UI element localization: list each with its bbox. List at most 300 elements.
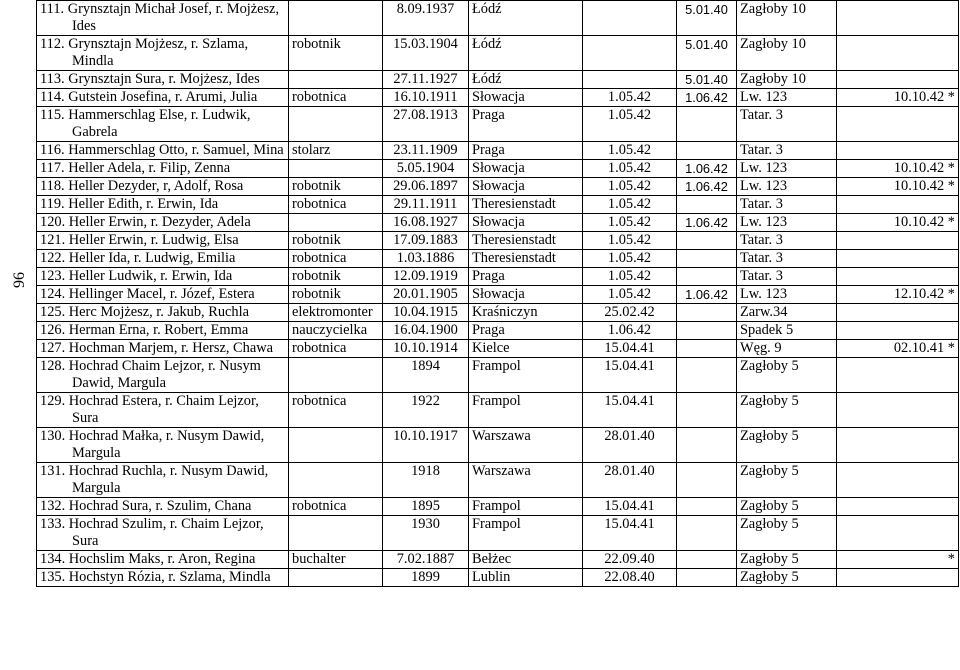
birth-place: Warszawa: [472, 428, 531, 444]
arrival-date: 25.02.42: [604, 304, 655, 320]
person-name: 128. Hochrad Chaim Lejzor, r. Nusym Dawid, Margula: [40, 358, 261, 391]
occupation-cell: [289, 463, 383, 498]
destination-cell: [737, 551, 837, 569]
birth-date: 29.11.1911: [393, 196, 458, 212]
table-row: [37, 1, 959, 36]
person-name: 123. Heller Ludwik, r. Erwin, Ida: [40, 268, 233, 284]
birth-place-cell: [469, 498, 583, 516]
departure-date: 1.06.42: [685, 287, 728, 302]
person-name-cell: [37, 428, 289, 463]
arrival-date: 15.04.41: [604, 340, 655, 356]
arrival-date: 1.05.42: [607, 178, 652, 194]
register-table: [36, 0, 959, 587]
person-name-cell: [37, 1, 289, 36]
person-name-cell: [37, 142, 289, 160]
birth-date-cell: [383, 304, 469, 322]
destination: Zagłoby 5: [740, 516, 799, 532]
birth-date: 12.09.1919: [393, 268, 458, 284]
arrival-date-cell: [583, 393, 677, 428]
occupation-cell: [289, 232, 383, 250]
table-row: [37, 232, 959, 250]
birth-date-cell: [383, 1, 469, 36]
birth-date: 29.06.1897: [393, 178, 458, 194]
person-name-cell: [37, 569, 289, 587]
remark-cell: [837, 71, 959, 89]
person-name: 113. Grynsztajn Sura, r. Mojżesz, Ides: [40, 71, 260, 87]
birth-date-cell: [383, 358, 469, 393]
departure-date-cell: [677, 160, 737, 178]
birth-date-cell: [383, 142, 469, 160]
birth-date: 1922: [411, 393, 440, 409]
occupation-cell: [289, 160, 383, 178]
departure-date-cell: [677, 89, 737, 107]
birth-date-cell: [383, 286, 469, 304]
birth-place: Kraśniczyn: [472, 304, 538, 320]
arrival-date-cell: [583, 286, 677, 304]
birth-date-cell: [383, 232, 469, 250]
birth-place: Słowacja: [472, 286, 525, 302]
birth-place-cell: [469, 89, 583, 107]
remark: 10.10.42 *: [893, 178, 955, 194]
remark-cell: [837, 107, 959, 142]
person-name: 122. Heller Ida, r. Ludwig, Emilia: [40, 250, 236, 266]
birth-place: Kielce: [472, 340, 510, 356]
birth-place-cell: [469, 178, 583, 196]
page-number-label: 96: [11, 272, 28, 288]
birth-date-cell: [383, 393, 469, 428]
table-row: [37, 498, 959, 516]
arrival-date-cell: [583, 214, 677, 232]
birth-place-cell: [469, 358, 583, 393]
occupation: stolarz: [292, 142, 331, 158]
person-name-cell: [37, 89, 289, 107]
destination-cell: [737, 214, 837, 232]
remark-cell: [837, 463, 959, 498]
person-name: 114. Gutstein Josefina, r. Arumi, Julia: [40, 89, 258, 105]
departure-date-cell: [677, 232, 737, 250]
person-name: 129. Hochrad Estera, r. Chaim Lejzor, Sura: [40, 393, 259, 426]
table-row: [37, 322, 959, 340]
occupation: robotnica: [292, 89, 347, 105]
destination-cell: [737, 232, 837, 250]
birth-place-cell: [469, 463, 583, 498]
birth-place: Praga: [472, 107, 505, 123]
occupation: robotnica: [292, 196, 347, 212]
birth-place: Łódź: [472, 71, 502, 87]
occupation-cell: [289, 196, 383, 214]
table-row: [37, 36, 959, 71]
birth-date-cell: [383, 428, 469, 463]
occupation: robotnica: [292, 498, 347, 514]
person-name-cell: [37, 463, 289, 498]
birth-place-cell: [469, 393, 583, 428]
arrival-date-cell: [583, 196, 677, 214]
birth-date: 10.04.1915: [393, 304, 458, 320]
birth-date: 20.01.1905: [393, 286, 458, 302]
remark-cell: [837, 1, 959, 36]
arrival-date-cell: [583, 428, 677, 463]
destination-cell: [737, 268, 837, 286]
person-name: 111. Grynsztajn Michał Josef, r. Mojżesz, Ides: [40, 1, 280, 34]
arrival-date-cell: [583, 358, 677, 393]
birth-date: 5.05.1904: [396, 160, 455, 176]
person-name: 134. Hochslim Maks, r. Aron, Regina: [40, 551, 256, 567]
remark-cell: [837, 516, 959, 551]
departure-date-cell: [677, 250, 737, 268]
birth-place-cell: [469, 286, 583, 304]
departure-date-cell: [677, 268, 737, 286]
destination: Zagłoby 10: [740, 71, 806, 87]
birth-place: Frampol: [472, 516, 521, 532]
remark-cell: [837, 160, 959, 178]
departure-date-cell: [677, 498, 737, 516]
person-name: 121. Heller Erwin, r. Ludwig, Elsa: [40, 232, 239, 248]
birth-place-cell: [469, 142, 583, 160]
departure-date-cell: [677, 71, 737, 89]
destination-cell: [737, 107, 837, 142]
table-row: [37, 71, 959, 89]
person-name-cell: [37, 107, 289, 142]
birth-place-cell: [469, 551, 583, 569]
birth-place-cell: [469, 428, 583, 463]
birth-date-cell: [383, 268, 469, 286]
departure-date-cell: [677, 107, 737, 142]
destination-cell: [737, 286, 837, 304]
arrival-date: 15.04.41: [604, 498, 655, 514]
birth-place: Warszawa: [472, 463, 531, 479]
arrival-date-cell: [583, 107, 677, 142]
person-name: 124. Hellinger Macel, r. Józef, Estera: [40, 286, 255, 302]
occupation-cell: [289, 1, 383, 36]
birth-date-cell: [383, 196, 469, 214]
table-row: [37, 358, 959, 393]
destination-cell: [737, 142, 837, 160]
arrival-date: 1.05.42: [607, 268, 652, 284]
person-name-cell: [37, 340, 289, 358]
birth-date-cell: [383, 551, 469, 569]
arrival-date: 22.08.40: [604, 569, 655, 585]
birth-date-cell: [383, 340, 469, 358]
person-name-cell: [37, 232, 289, 250]
birth-place: Słowacja: [472, 178, 525, 194]
table-row: [37, 178, 959, 196]
arrival-date-cell: [583, 569, 677, 587]
birth-place: Praga: [472, 142, 505, 158]
arrival-date-cell: [583, 268, 677, 286]
birth-place: Theresienstadt: [472, 232, 556, 248]
destination-cell: [737, 516, 837, 551]
person-name-cell: [37, 250, 289, 268]
birth-date-cell: [383, 516, 469, 551]
person-name: 116. Hammerschlag Otto, r. Samuel, Mina: [40, 142, 284, 158]
remark-cell: [837, 358, 959, 393]
arrival-date: 1.05.42: [607, 107, 652, 123]
birth-date: 17.09.1883: [393, 232, 458, 248]
birth-place-cell: [469, 340, 583, 358]
destination-cell: [737, 393, 837, 428]
birth-date-cell: [383, 71, 469, 89]
person-name-cell: [37, 358, 289, 393]
person-name-cell: [37, 160, 289, 178]
departure-date-cell: [677, 322, 737, 340]
birth-date-cell: [383, 160, 469, 178]
birth-date-cell: [383, 89, 469, 107]
birth-place: Słowacja: [472, 160, 525, 176]
destination: Zagłoby 5: [740, 463, 799, 479]
destination: Zagłoby 5: [740, 569, 799, 585]
birth-date: 16.10.1911: [393, 89, 458, 105]
remark-cell: [837, 196, 959, 214]
person-name-cell: [37, 286, 289, 304]
arrival-date-cell: [583, 516, 677, 551]
occupation-cell: [289, 178, 383, 196]
birth-place: Łódź: [472, 1, 502, 17]
birth-date: 10.10.1914: [393, 340, 458, 356]
departure-date-cell: [677, 428, 737, 463]
destination: Zagłoby 5: [740, 551, 799, 567]
destination-cell: [737, 322, 837, 340]
destination-cell: [737, 89, 837, 107]
occupation: robotnica: [292, 340, 347, 356]
birth-place-cell: [469, 71, 583, 89]
remark-cell: [837, 286, 959, 304]
person-name: 125. Herc Mojżesz, r. Jakub, Ruchla: [40, 304, 250, 320]
occupation-cell: [289, 250, 383, 268]
arrival-date: 1.05.42: [607, 142, 652, 158]
birth-date: 8.09.1937: [396, 1, 455, 17]
person-name-cell: [37, 71, 289, 89]
birth-date-cell: [383, 463, 469, 498]
person-name-cell: [37, 551, 289, 569]
birth-place: Frampol: [472, 498, 521, 514]
occupation: robotnik: [292, 178, 341, 194]
departure-date-cell: [677, 516, 737, 551]
occupation: robotnica: [292, 250, 347, 266]
remark-cell: [837, 569, 959, 587]
person-name-cell: [37, 214, 289, 232]
remark: 10.10.42 *: [893, 214, 955, 230]
person-name: 126. Herman Erna, r. Robert, Emma: [40, 322, 249, 338]
remark-cell: [837, 232, 959, 250]
destination: Zarw.34: [740, 304, 788, 320]
birth-date: 10.10.1917: [393, 428, 458, 444]
occupation: robotnik: [292, 286, 341, 302]
person-name-cell: [37, 322, 289, 340]
birth-place-cell: [469, 1, 583, 36]
table-row: [37, 516, 959, 551]
table-row: [37, 393, 959, 428]
birth-date: 27.08.1913: [393, 107, 458, 123]
person-name-cell: [37, 393, 289, 428]
remark-cell: [837, 340, 959, 358]
arrival-date-cell: [583, 322, 677, 340]
arrival-date-cell: [583, 250, 677, 268]
birth-place-cell: [469, 569, 583, 587]
arrival-date: 1.05.42: [607, 89, 652, 105]
destination: Zagłoby 5: [740, 428, 799, 444]
table-row: [37, 107, 959, 142]
occupation-cell: [289, 516, 383, 551]
departure-date-cell: [677, 286, 737, 304]
occupation-cell: [289, 393, 383, 428]
birth-date-cell: [383, 322, 469, 340]
destination: Tatar. 3: [740, 250, 783, 266]
destination: Tatar. 3: [740, 268, 783, 284]
arrival-date-cell: [583, 89, 677, 107]
destination-cell: [737, 1, 837, 36]
destination: Węg. 9: [740, 340, 782, 356]
remark-cell: [837, 89, 959, 107]
arrival-date: 1.05.42: [607, 250, 652, 266]
destination: Spadek 5: [740, 322, 794, 338]
birth-date: 1918: [411, 463, 440, 479]
destination: Zagłoby 5: [740, 498, 799, 514]
arrival-date: 1.05.42: [607, 160, 652, 176]
birth-date-cell: [383, 178, 469, 196]
birth-place: Słowacja: [472, 89, 525, 105]
person-name: 120. Heller Erwin, r. Dezyder, Adela: [40, 214, 251, 230]
arrival-date-cell: [583, 232, 677, 250]
person-name: 131. Hochrad Ruchla, r. Nusym Dawid, Margula: [40, 463, 269, 496]
arrival-date: 1.06.42: [607, 322, 652, 338]
birth-place: Łódź: [472, 36, 502, 52]
remark-cell: [837, 214, 959, 232]
occupation-cell: [289, 551, 383, 569]
arrival-date: 1.05.42: [607, 232, 652, 248]
birth-date: 16.04.1900: [393, 322, 458, 338]
destination: Zagłoby 5: [740, 393, 799, 409]
birth-place: Praga: [472, 322, 505, 338]
occupation-cell: [289, 304, 383, 322]
occupation-cell: [289, 71, 383, 89]
occupation: robotnik: [292, 268, 341, 284]
table-row: [37, 304, 959, 322]
destination-cell: [737, 340, 837, 358]
arrival-date: 1.05.42: [607, 196, 652, 212]
person-name: 132. Hochrad Sura, r. Szulim, Chana: [40, 498, 252, 514]
departure-date-cell: [677, 304, 737, 322]
occupation-cell: [289, 36, 383, 71]
arrival-date-cell: [583, 178, 677, 196]
destination: Tatar. 3: [740, 196, 783, 212]
birth-place-cell: [469, 214, 583, 232]
table-row: [37, 142, 959, 160]
remark-cell: [837, 304, 959, 322]
destination-cell: [737, 428, 837, 463]
destination: Lw. 123: [740, 178, 788, 194]
occupation: nauczycielka: [292, 322, 368, 338]
birth-place-cell: [469, 160, 583, 178]
birth-place: Słowacja: [472, 214, 525, 230]
birth-date-cell: [383, 107, 469, 142]
person-name-cell: [37, 268, 289, 286]
occupation-cell: [289, 142, 383, 160]
departure-date-cell: [677, 196, 737, 214]
arrival-date: 15.04.41: [604, 516, 655, 532]
destination-cell: [737, 304, 837, 322]
arrival-date-cell: [583, 463, 677, 498]
departure-date: 5.01.40: [685, 72, 728, 87]
arrival-date-cell: [583, 142, 677, 160]
occupation: robotnik: [292, 36, 341, 52]
destination-cell: [737, 498, 837, 516]
arrival-date: 22.09.40: [604, 551, 655, 567]
person-name-cell: [37, 178, 289, 196]
occupation-cell: [289, 358, 383, 393]
birth-date: 1894: [411, 358, 440, 374]
arrival-date-cell: [583, 498, 677, 516]
departure-date-cell: [677, 463, 737, 498]
birth-place-cell: [469, 516, 583, 551]
birth-place-cell: [469, 250, 583, 268]
person-name: 115. Hammerschlag Else, r. Ludwik, Gabrela: [40, 107, 251, 140]
departure-date-cell: [677, 142, 737, 160]
destination: Lw. 123: [740, 286, 788, 302]
arrival-date: 15.04.41: [604, 393, 655, 409]
birth-place-cell: [469, 322, 583, 340]
occupation-cell: [289, 340, 383, 358]
arrival-date-cell: [583, 36, 677, 71]
destination: Zagłoby 10: [740, 36, 806, 52]
table-row: [37, 160, 959, 178]
birth-place: Theresienstadt: [472, 196, 556, 212]
person-name: 119. Heller Edith, r. Erwin, Ida: [40, 196, 219, 212]
destination-cell: [737, 250, 837, 268]
person-name: 133. Hochrad Szulim, r. Chaim Lejzor, Sura: [40, 516, 264, 549]
departure-date-cell: [677, 340, 737, 358]
birth-place-cell: [469, 304, 583, 322]
departure-date: 1.06.42: [685, 215, 728, 230]
arrival-date: 15.04.41: [604, 358, 655, 374]
departure-date: 5.01.40: [685, 37, 728, 52]
arrival-date: 1.05.42: [607, 286, 652, 302]
destination-cell: [737, 569, 837, 587]
destination: Zagłoby 10: [740, 1, 806, 17]
birth-date: 15.03.1904: [393, 36, 458, 52]
remark: 10.10.42 *: [893, 160, 955, 176]
arrival-date-cell: [583, 340, 677, 358]
birth-date-cell: [383, 498, 469, 516]
birth-date: 1899: [411, 569, 440, 585]
register-table-container: [36, 0, 958, 587]
birth-date: 1895: [411, 498, 440, 514]
destination: Lw. 123: [740, 214, 788, 230]
destination-cell: [737, 160, 837, 178]
table-row: [37, 551, 959, 569]
birth-date: 23.11.1909: [393, 142, 458, 158]
occupation-cell: [289, 286, 383, 304]
remark-cell: [837, 142, 959, 160]
departure-date-cell: [677, 551, 737, 569]
birth-date-cell: [383, 569, 469, 587]
remark: *: [947, 551, 955, 567]
table-row: [37, 463, 959, 498]
departure-date: 1.06.42: [685, 179, 728, 194]
person-name: 117. Heller Adela, r. Filip, Zenna: [40, 160, 231, 176]
person-name-cell: [37, 516, 289, 551]
departure-date: 5.01.40: [685, 2, 728, 17]
birth-place: Frampol: [472, 358, 521, 374]
arrival-date-cell: [583, 71, 677, 89]
destination: Lw. 123: [740, 89, 788, 105]
destination: Tatar. 3: [740, 142, 783, 158]
destination-cell: [737, 463, 837, 498]
destination: Tatar. 3: [740, 107, 783, 123]
departure-date-cell: [677, 214, 737, 232]
departure-date-cell: [677, 178, 737, 196]
birth-date-cell: [383, 214, 469, 232]
birth-date-cell: [383, 250, 469, 268]
